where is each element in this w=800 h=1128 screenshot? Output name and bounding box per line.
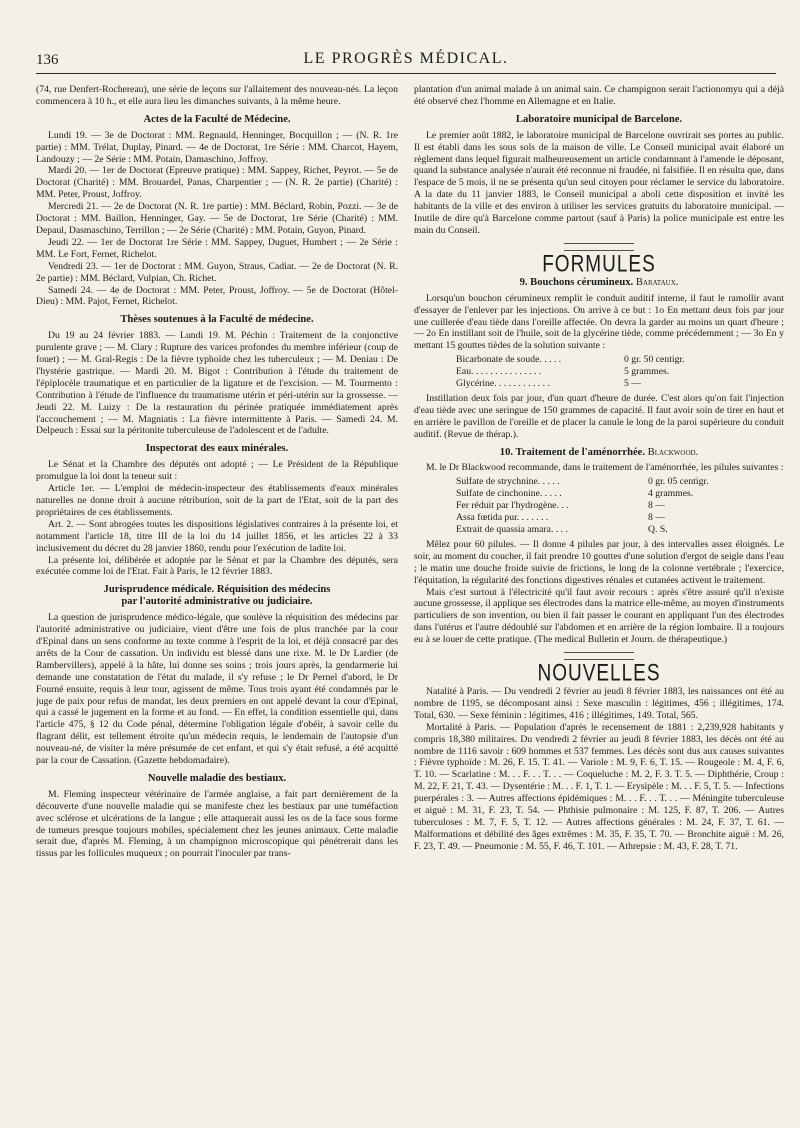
formula-9-heading [414, 277, 784, 289]
exam-thursday: Jeudi 22. — 1er de Doctorat 1re Série : MM. Sappey, Duguet, Humbert ; — 2e Série : MM. Le Fort, Fernet, Richelot. [36, 236, 398, 260]
mineral-waters-p1: Le Sénat et la Chambre des députés ont adopté ; — Le Président de la République promulgue la loi dont la teneur suit : [36, 459, 398, 483]
formula-10-recipe [456, 476, 784, 536]
right-column [414, 84, 784, 1124]
jurisprudence-heading-line2: par l'autorité administrative ou judiciaire. [121, 596, 313, 608]
continuation-paragraph: plantation d'un animal malade à un animal sain. Ce champignon serait l'actionomyu qui a déjà été observé chez l'homme en Allemagne et en Italie. [414, 84, 784, 107]
nouvelles-heading: NOUVELLES [537, 660, 661, 687]
ornament-divider [564, 243, 634, 251]
ingredient-name: Eau. . . . . . . . . . . . . . . [456, 366, 542, 378]
ingredient-name: Assa fœtida pur. . . . . . . [456, 512, 549, 524]
recipe-row [456, 378, 784, 390]
formula-10-heading [414, 447, 784, 459]
formula-10-intro: M. le Dr Blackwood recommande, dans le traitement de l'aménorrhée, les pilules suivantes : [426, 462, 784, 474]
ingredient-dose: Q. S. [648, 524, 668, 535]
theses-paragraph: Du 19 au 24 février 1883. — Lundi 19. M. Péchin : Traitement de la conjonctive purulente grave ; — M. Clary : Rupture des varices profondes du membre inférieur (coup de fouet) ; — M. Gral-Regis : De la fièvre typhoïde chez les tuberculeux ; — M. Deniau : De l'hystérie gastrique. — Mardi 20. M. Bigot : Contribution à l'étude du traitement de l'épiplocèle traumatique et en particulier de la ligature et de l'excision. — M. Tourmento : Contribution à l'étude de l'influence du traumatisme utérin et péri-utérin sur la grossesse. — Jeudi 22. M. Luizy : De la restauration du périnée pratiquée immédiatement après l'accouchement ; — M. Magniatis : La fièvre intermittente à Paris. — Samedi 24. M. Delpeuch : Essai sur la péritonite tuberculeuse de l'adolescent et de l'adulte. [36, 330, 398, 437]
jurisprudence-heading [36, 584, 398, 608]
formula-10-electricity: Mais c'est surtout à l'électricité qu'il faut avoir recours : après s'être assuré qu'il n'existe aucune grossesse, il applique ses électrodes dans la matrice elle-même, au moyen d'instruments particuliers de son invention, ou bien il fait passer le courant en appliquant l'un des électrodes dans l'utérus et l'autre dédoublé sur l'abdomen et en arrière de la région lombaire. Il a toujours eu à se louer de cette pratique. (The medical Bulletin et Journ. de thérapeutique.) [414, 586, 784, 646]
mineral-waters-art2: Art. 2. — Sont abrogées toutes les dispositions législatives contraires à la présente loi, et notamment l'article 18, titre III de la loi du 14 juillet 1856, et les articles 22 à 33 inclusivement du décret du 28 janvier 1860, rendu pour l'exécution de ladite loi. [36, 518, 398, 554]
ingredient-dose: 5 — [624, 378, 641, 390]
ingredient-dose: 0 gr. 05 centigr. [648, 476, 709, 488]
exam-saturday: Samedi 24. — 4e de Doctorat : MM. Peter, Proust, Joffroy. — 5e de Doctorat (Hôtel-Dieu) : MM. Pajot, Fernet, Richelot. [36, 284, 398, 308]
formules-heading: FORMULES [542, 251, 656, 278]
mineral-waters-heading: Inspectorat des eaux minérales. [145, 443, 289, 455]
exam-wednesday: Mercredi 21. — 2e de Doctorat (N. R. 1re partie) : MM. Béclard, Robin, Pozzi. — 3e de Doctorat : MM. Baillon, Henninger, Gay. — 5e de Doctorat, 1re Série (Charité) : MM. Depaul, Dasmaschino, Terrillon ; — 2e Série (Charité) : MM. Potain, Guyon, Pinard. [36, 201, 398, 236]
faculty-exams-heading: Actes de la Faculté de Médecine. [143, 113, 291, 125]
mineral-waters-art1: Article 1er. — L'emploi de médecin-inspecteur des établissements d'eaux minérales naturelles ne donne droit à aucune rétribution, soit de la part de l'Etat, soit de la part des propriétaires de ces établissements. [36, 483, 398, 518]
page-number: 136 [36, 52, 59, 68]
intro-paragraph: (74, rue Denfert-Rochereau), une série de leçons sur l'allaitement des nouveau-nés. La leçon commencera à 10 h., et elle aura lieu les dimanches suivants, à la même heure. [36, 84, 398, 107]
formula-10-title: 10. Traitement de l'aménorrhée. [499, 446, 646, 458]
mortality-paragraph: Mortalité à Paris. — Population d'après le recensement de 1881 : 2,239,928 habitants y compris 18,380 militaires. Du vendredi 2 février au jeudi 8 février 1883, les décès ont été au nombre de 1116 savoir : 609 hommes et 537 femmes. Les décès sont dus aux causes suivantes : Fièvre typhoïde : M. 26, F. 15. T. 41. — Variole : M. 9, F. 6, T. 15. — Rougeole : M. 4, F. 6, T. 10. — Scarlatine : M. . . F. . . T. . . — Coqueluche : M. 2, F. 3. T. 5. — Diphthérie, Croup : M. 22, F. 21, T. 43. — Dysentérie : M. . . F. 1, T. 1. — Erysipèle : M. . . F. 5, T. 5. — Infections puerpérales : 3. — Autres affections épidémiques : M. . . F. . . T. . . — Méningite tuberculeuse et aiguë : M. 31, F. 23, T. 54. — Phthisie pulmonaire : M. 125, F. 87, T. 206. — Autres tuberculoses : M. 7, F. 5, T. 12. — Autres affections générales : M. 24, F. 37, T. 61. — Malformations et débilité des âges extrêmes : M. 35, F. 35, T. 70. — Bronchite aiguë : M. 26, F. 23, T. 49. — Pneumonie : M. 55, F. 46, T. 101. — Athrepsie : M. 43, F. 28, T. 71. [414, 721, 784, 852]
ingredient-name: Sulfate de strychnine. . . . . [456, 476, 560, 488]
jurisprudence-heading-line1: Jurisprudence médicale. Réquisition des médecins [103, 584, 331, 596]
header-rule [36, 73, 776, 74]
ingredient-dose: 5 grammes. [624, 366, 670, 378]
formula-9-author: Barataux. [635, 276, 679, 288]
natality-paragraph: Natalité à Paris. — Du vendredi 2 février au jeudi 8 février 1883, les naissances ont été au nombre de 1195, se décomposant ainsi : Sexe masculin : légitimes, 456 ; illégitimes, 174. Total, 630. — Sexe féminin : légitimes, 416 ; illégitimes, 149. Total, 565. [414, 685, 784, 721]
ingredient-name: Bicarbonate de soude. . . . . [456, 354, 562, 366]
page-header [36, 50, 776, 72]
formula-9-title: 9. Bouchons cérumineux. [519, 276, 634, 288]
theses-heading: Thèses soutenues à la Faculté de médecine. [120, 314, 314, 326]
formula-10-author: Blackwood. [647, 446, 699, 458]
recipe-row [456, 488, 784, 500]
ingredient-dose: 8 — [648, 500, 665, 512]
barcelona-paragraph: Le premier août 1882, le laboratoire municipal de Barcelone ouvrirait ses portes au public. Il est établi dans les sous sols de la maison de ville. Le Conseil municipal avait élaboré un règlement dans lequel figurait malheureusement un article condamnant à l'amende le déposant, quand la substance analysée n'aurait été reconnue ni fraudée, ni falsifiée. Il en résulta que, dans l'espace de 5 mois, il ne se présenta qu'un seul citoyen pour réclamer le service du laboratoire. A la date du 11 janvier 1883, le Conseil municipal a aboli cette disposition et invité les habitants de la ville et des environ à utiliser les services gratuits du laboratoire municipal. — Inutile de dire qu'à Barcelone comme partout (sauf à Paris) la police municipale est entre les main du Conseil. [414, 129, 784, 236]
barcelona-heading: Laboratoire municipal de Barcelone. [515, 113, 683, 125]
ingredient-dose: 8 — [648, 512, 665, 524]
recipe-row [456, 512, 784, 524]
exam-monday: Lundi 19. — 3e de Doctorat : MM. Regnauld, Henninger, Bocquillon ; — (N. R. 1re partie) : MM. Trélat, Duplay, Pinard. — 4e de Doctorat, 1re Série : MM. Charcot, Hayem, Landouzy ; — 2e Série : MM. Potain, Damaschino, Joffroy. [36, 129, 398, 165]
ingredient-dose: 0 gr. 50 centigr. [624, 354, 685, 366]
formula-9-intro: Lorsqu'un bouchon cérumineux remplit le conduit auditif interne, il faut le ramollir avant d'essayer de l'enlever par les injections. On arrive à ce but : 1o En mettant deux fois par jour une cuillerée d'eau tiède dans l'oreille affectée. On devra la garder au moins un quart d'heure ; — 2o En instillant soit de l'huile, soit de la glycérine tiède, comme précédemment ; — 3o En y mettant 15 gouttes tièdes de la solution suivante : [414, 292, 784, 352]
ornament-divider [564, 652, 634, 660]
exam-friday: Vendredi 23. — 1er de Doctorat : MM. Guyon, Straus, Cadiat. — 2e de Doctorat (N. R. 2e partie) : MM. Béclard, Vulpian, Ch. Richet. [36, 260, 398, 284]
recipe-row [456, 476, 784, 488]
jurisprudence-paragraph: La question de jurisprudence médico-légale, que soulève la réquisition des médecins par l'autorité administrative ou judiciaire, vient d'être une fois de plus tranchée par la cour d'Epinal dans un sens conforme au texte comme à l'esprit de la loi, et déjà consacré par des arrêts de la Cour de cassation. Un individu est blessé dans une rixe. M. le Dr Lardier (de Rambervillers), appelé à la hâte, lui donne ses soins ; trois jours après, la gendarmerie lui demande une constatation de l'état du malade, il s'y refuse ; le Dr Pernel d'abord, le Dr Fourné ensuite, requis à leur tour, agissent de même. Tous trois ayant été condamnés par le juge de paix pour refus de mandat, les deux premiers en ont appelé devant la cour d'Epinal, qui a cassé le jugement en la forme et au fond. — En effet, la condition essentielle qui, dans l'article 475, § 12 du Code pénal, détermine l'obligation légale d'obéir, à savoir celle du flagrant délit, est tellement étroite qu'un médecin requis, le lendemain de l'autopsie d'un nouveau-né, de visiter la mère présumée de cet enfant, et qui s'y était refusé, a été acquitté par la cour de Cassation. (Gazette hebdomadaire). [36, 612, 398, 767]
ingredient-name: Sulfate de cinchonine. . . . . [456, 488, 562, 500]
cattle-disease-paragraph: M. Fleming inspecteur vétérinaire de l'armée anglaise, a fait part dernièrement de la découverte d'une nouvelle maladie qui se manifeste chez les bestiaux par une tuméfaction avec sclérose et ulcérations de la langue ; elle attaquerait aussi les os de la face sous forme de tumeurs presque toujours mobiles, spécialement chez les jeunes animaux. Cette maladie serait due, d'après M. Fleming, à un champignon microscopique qui pénétrerait dans les tissus par les follicules muqueux ; on pourrait l'inoculer par trans- [36, 788, 398, 860]
recipe-row [456, 500, 784, 512]
left-column [36, 84, 398, 1124]
ingredient-name: Fer réduit par l'hydrogène. . . [456, 500, 569, 512]
cattle-disease-heading: Nouvelle maladie des bestiaux. [147, 772, 287, 784]
formula-10-dosage: Mêlez pour 60 pilules. — Il donne 4 pilules par jour, à des intervalles assez éloignés. Le soir, au moment du coucher, il fait prendre 10 gouttes d'une solution d'ergot de seigle dans l'eau ; le matin une douche froide suivie de frictions, le long de la colonne vertébrale ; l'exercice, l'équitation, la régularité des fonctions digestives rénales et cutanées activent le traitement. [414, 538, 784, 586]
ingredient-dose: 4 grammes. [648, 488, 694, 500]
formula-9-instructions: Instillation deux fois par jour, d'un quart d'heure de durée. C'est alors qu'on fait l'injection d'eau tiède avec une seringue de 150 grammes de capacité. Il faut avoir soin de tirer en haut et en arrière le pavillon de l'oreille et de placer la canule le long de la paroi supérieure du conduit auditif. (Revue de thérap.). [414, 392, 784, 440]
recipe-row [456, 524, 784, 536]
ingredient-name: Extrait de quassia amara. . . . [456, 524, 568, 535]
exam-tuesday: Mardi 20. — 1er de Doctorat (Epreuve pratique) : MM. Sappey, Richet, Peyrot. — 5e de Doctorat (Charité) : MM. Brouardel, Panas, Charpentier ; — (N. R. 2e partie) (Charité) : MM. Peter, Proust, Joffroy. [36, 165, 398, 201]
recipe-row [456, 354, 784, 366]
ingredient-name: Glycérine. . . . . . . . . . . . [456, 378, 550, 390]
mineral-waters-p4: La présente loi, délibérée et adoptée par le Sénat et par la Chambre des députés, sera exécutée comme loi de l'Etat. Fait à Paris, le 12 février 1883. [36, 554, 398, 578]
formula-9-recipe [456, 354, 784, 390]
recipe-row [456, 366, 784, 378]
journal-title: LE PROGRÈS MÉDICAL. [303, 50, 509, 67]
